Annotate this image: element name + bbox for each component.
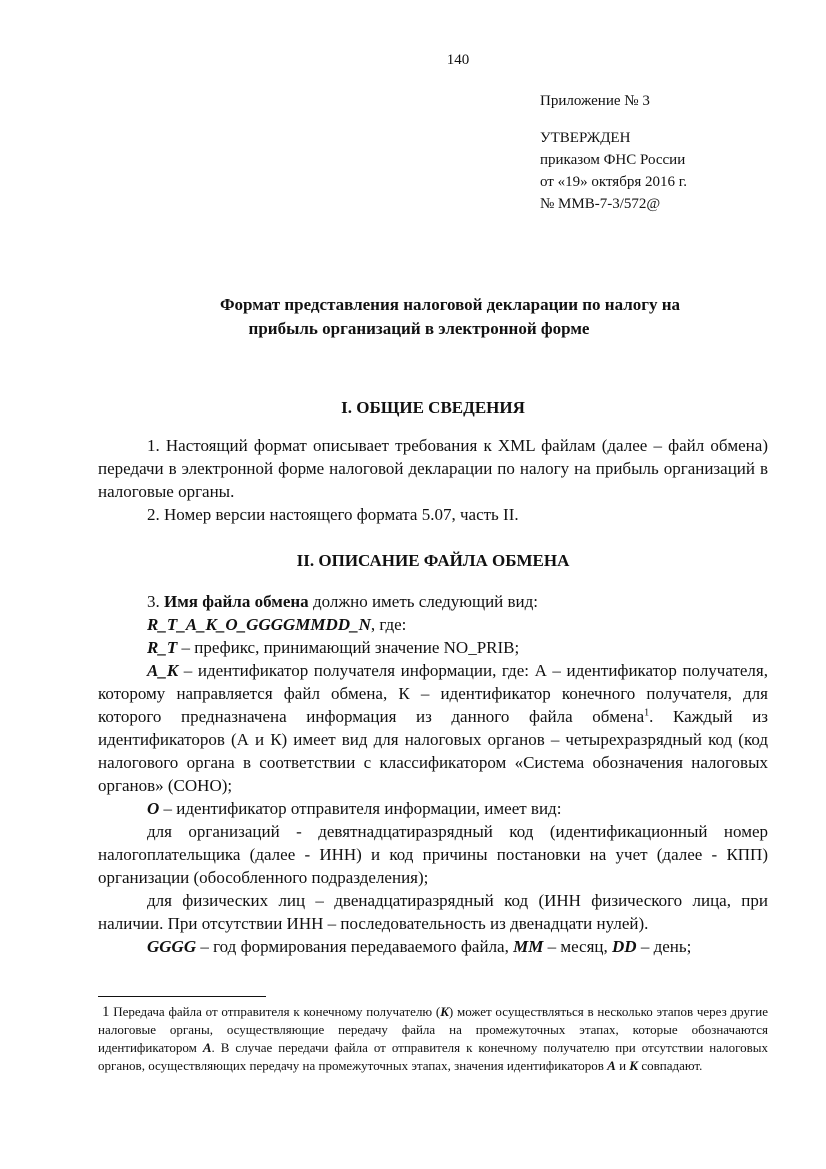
footnote-a-1: А [202, 1040, 212, 1055]
page-number: 140 [446, 52, 470, 68]
footnote-k-1: K [440, 1004, 449, 1019]
code-ak: A_K [147, 661, 179, 680]
paragraph-2: 2. Номер версии настоящего формата 5.07, часть II. [147, 505, 519, 524]
paragraph-8: для организаций - девятнадцатиразрядный код (идентификационный номер налогоплательщика (далее - ИНН) и код причины постановки на учет (далее - КПП) организации (обособленного подразделения); [98, 822, 768, 887]
paragraph-3 [98, 590, 768, 613]
p3-rest: должно иметь следующий вид: [308, 592, 539, 611]
code-mm: MM [513, 937, 544, 956]
code-rt: R_T [147, 638, 178, 657]
title-line-1: Формат представления налоговой декларации по налогу на [219, 295, 681, 314]
p10-text-3: – день; [636, 937, 692, 956]
p4-rest: , где: [370, 615, 407, 634]
paragraph-9: для физических лиц – двенадцатиразрядный код (ИНН физического лица, при наличии. При отсутствии ИНН – последовательность из двенадцати нулей). [98, 891, 768, 933]
order-label: приказом ФНС России [540, 152, 686, 168]
section-2-heading: II. ОПИСАНИЕ ФАЙЛА ОБМЕНА [296, 551, 570, 570]
footnote-text-2: ) может осуществляться в несколько этапов через другие налоговые органы, осуществляющие передачу файла на промежуточных этапах, которые обозначаются идентификатором [98, 1004, 768, 1055]
p7-rest: – идентификатор отправителя информации, имеет вид: [159, 799, 562, 818]
paragraph-7 [98, 797, 768, 820]
order-date: от «19» октября 2016 г. [540, 174, 687, 190]
paragraph-4 [98, 613, 768, 636]
filename-pattern: R_T_A_K_O_GGGGMMDD_N [147, 615, 371, 634]
approved-label: УТВЕРЖДЕН [540, 130, 631, 146]
footnote-k-2: К [629, 1058, 639, 1073]
title-line-2: прибыль организаций в электронной форме [248, 319, 590, 338]
section-1-heading: I. ОБЩИЕ СВЕДЕНИЯ [341, 398, 525, 417]
footnote-a-2: А [607, 1058, 616, 1073]
footnote-text-3: . В случае передачи файла от отправителя к конечному получателю при отсутствии налоговых органов, осуществляющих передачу на промежуточных этапах, значения идентификаторов [98, 1040, 769, 1073]
paragraph-6 [98, 659, 768, 797]
footnote-text-5: совпадают. [638, 1058, 703, 1073]
p3-bold: Имя файла обмена [164, 592, 309, 611]
code-o: O [147, 799, 160, 818]
paragraph-1: 1. Настоящий формат описывает требования к XML файлам (далее – файл обмена) передачи в электронной форме налоговой декларации по налогу на прибыль организаций в налоговые органы. [98, 436, 768, 501]
approval-block [540, 90, 687, 215]
footnote-text-4: и [615, 1058, 630, 1073]
p6-tail: . Каждый из идентификаторов (А и К) имеет вид для налоговых органов – четырехразрядный код (код налогового органа в соответствии с классификатором «Система обозначения налоговых органов» (СОНО); [98, 707, 769, 795]
p10-text-2: – месяц, [543, 937, 613, 956]
appendix-label: Приложение № 3 [540, 93, 650, 109]
section-2-body [98, 590, 768, 958]
order-number: № ММВ-7-3/572@ [540, 196, 661, 212]
section-1-body [98, 434, 768, 526]
code-gggg: GGGG [147, 937, 197, 956]
footnote-ref: 1 [644, 707, 650, 719]
spacer [540, 112, 687, 127]
p6-rest: – идентификатор получателя информации, где: А – идентификатор получателя, которому направляется файл обмена, К – идентификатор конечного получателя, для которого предназначена информация из данного файла обмена [98, 661, 768, 726]
document-title [140, 293, 760, 341]
footnote-divider [98, 996, 266, 997]
p3-num: 3. [147, 592, 164, 611]
footnote-text-1: Передача файла от отправителя к конечному получателю ( [109, 1004, 441, 1019]
code-dd: DD [612, 937, 637, 956]
p10-text-1: – год формирования передаваемого файла, [196, 937, 514, 956]
paragraph-5 [98, 636, 768, 659]
footnote-number: 1 [102, 1004, 110, 1020]
footnote [98, 1003, 768, 1075]
paragraph-10 [98, 935, 768, 958]
p5-rest: – префикс, принимающий значение NO_PRIB; [177, 638, 520, 657]
